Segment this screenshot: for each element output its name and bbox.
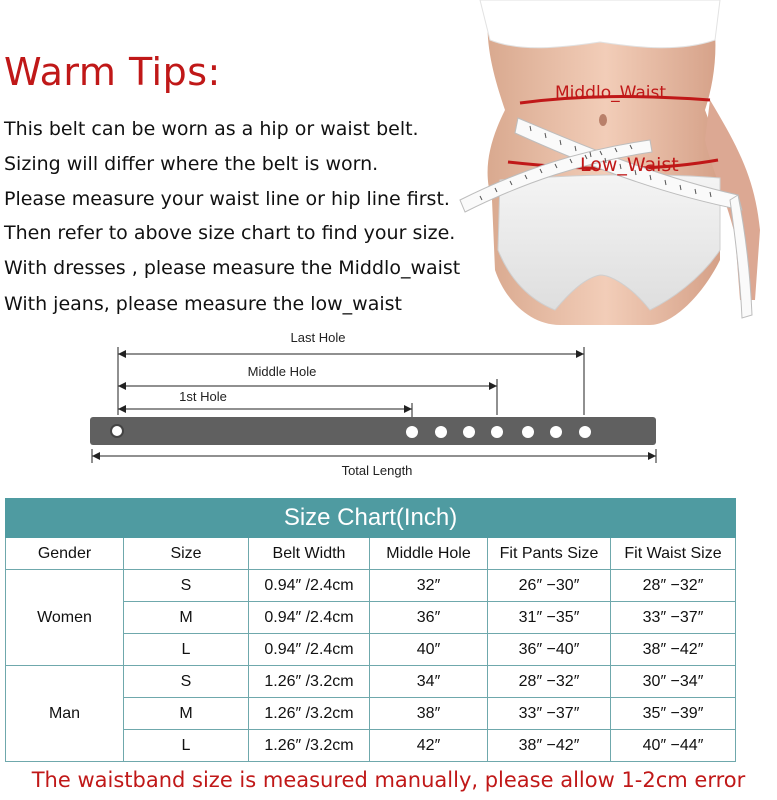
size-chart-title: Size Chart(Inch) (6, 499, 736, 538)
belt-width-cell: 0.94″ /2.4cm (249, 602, 370, 634)
belt-hole (522, 426, 534, 438)
model-torso-photo (420, 0, 777, 325)
table-row (6, 570, 736, 602)
middle-hole-cell: 38″ (370, 698, 488, 730)
pants-size-cell: 36″ −40″ (488, 634, 611, 666)
belt-hole-diagram (0, 325, 777, 485)
waist-size-cell: 35″ −39″ (611, 698, 736, 730)
tip-line-2: Sizing will differ where the belt is worn. (4, 153, 379, 175)
pants-size-cell: 33″ −37″ (488, 698, 611, 730)
tip-line-4: Then refer to above size chart to find your size. (4, 222, 456, 244)
size-chart-table (5, 498, 736, 762)
size-cell: M (124, 602, 249, 634)
low-waist-label: Low_Waist (580, 154, 679, 176)
column-header-gender: Gender (6, 538, 124, 570)
first-hole-label: 1st Hole (179, 389, 227, 404)
pants-size-cell: 28″ −32″ (488, 666, 611, 698)
warm-tips-title: Warm Tips: (4, 50, 221, 94)
middle-hole-cell: 40″ (370, 634, 488, 666)
column-header-belt-width: Belt Width (249, 538, 370, 570)
belt-width-cell: 1.26″ /3.2cm (249, 730, 370, 762)
measurement-error-note: The waistband size is measured manually, please allow 1-2cm error (31, 768, 746, 792)
size-cell: S (124, 570, 249, 602)
table-row (6, 666, 736, 698)
gender-cell-man: Man (6, 666, 124, 762)
pants-size-cell: 26″ −30″ (488, 570, 611, 602)
waist-size-cell: 40″ −44″ (611, 730, 736, 762)
waist-size-cell: 28″ −32″ (611, 570, 736, 602)
waist-size-cell: 33″ −37″ (611, 602, 736, 634)
belt-width-cell: 0.94″ /2.4cm (249, 570, 370, 602)
tip-line-1: This belt can be worn as a hip or waist belt. (4, 118, 419, 140)
gender-cell-women: Women (6, 570, 124, 666)
middle-hole-cell: 34″ (370, 666, 488, 698)
belt-hole (491, 426, 503, 438)
tip-line-3: Please measure your waist line or hip line first. (4, 188, 450, 210)
belt-width-cell: 1.26″ /3.2cm (249, 698, 370, 730)
pants-size-cell: 38″ −42″ (488, 730, 611, 762)
size-cell: L (124, 730, 249, 762)
last-hole-label: Last Hole (290, 330, 346, 345)
size-cell: S (124, 666, 249, 698)
column-header-fit-pants-size: Fit Pants Size (488, 538, 611, 570)
middle-hole-cell: 42″ (370, 730, 488, 762)
belt-hole (579, 426, 591, 438)
size-cell: M (124, 698, 249, 730)
middle-hole-cell: 32″ (370, 570, 488, 602)
pants-size-cell: 31″ −35″ (488, 602, 611, 634)
belt-hole (550, 426, 562, 438)
middle-waist-label: Middlo_Waist (555, 83, 666, 103)
waist-size-cell: 30″ −34″ (611, 666, 736, 698)
middle-hole-cell: 36″ (370, 602, 488, 634)
total-length-label: Total Length (341, 463, 413, 478)
buckle-hole-icon (111, 425, 123, 437)
column-header-middle-hole: Middle Hole (370, 538, 488, 570)
middle-hole-label: Middle Hole (247, 364, 317, 379)
belt-width-cell: 0.94″ /2.4cm (249, 634, 370, 666)
belt-width-cell: 1.26″ /3.2cm (249, 666, 370, 698)
tip-line-6: With jeans, please measure the low_waist (4, 293, 402, 315)
size-cell: L (124, 634, 249, 666)
belt-strap (90, 417, 656, 445)
belt-hole (406, 426, 418, 438)
tip-line-5: With dresses , please measure the Middlo_waist (4, 257, 461, 279)
belt-hole (463, 426, 475, 438)
column-header-size: Size (124, 538, 249, 570)
belt-hole (435, 426, 447, 438)
column-header-fit-waist-size: Fit Waist Size (611, 538, 736, 570)
waist-size-cell: 38″ −42″ (611, 634, 736, 666)
